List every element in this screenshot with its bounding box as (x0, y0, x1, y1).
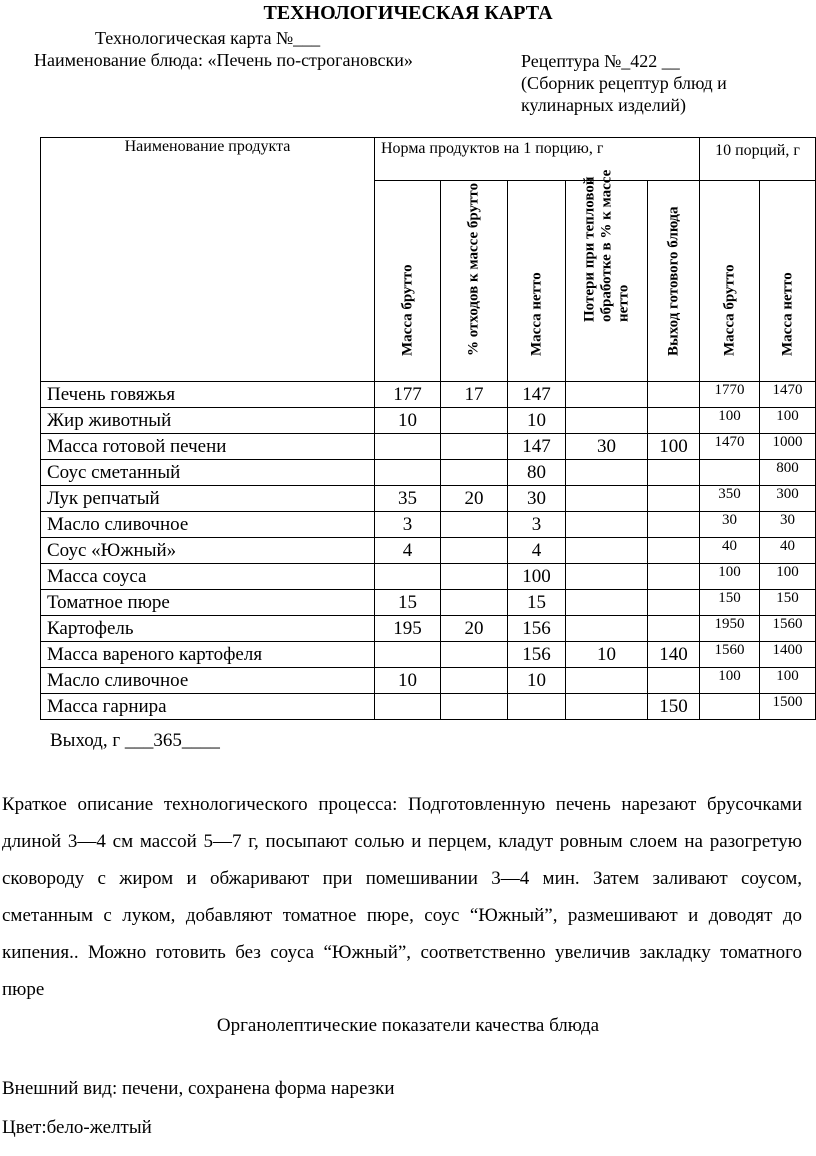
appearance: Внешний вид: печени, сохранена форма нарезки (2, 1078, 395, 1099)
product-name: Масса вареного картофеля (41, 642, 375, 668)
cell-net: 10 (508, 408, 566, 434)
cell-gross (375, 564, 441, 590)
table-row (41, 382, 816, 408)
cell-gross (375, 434, 441, 460)
organoleptic-title: Органолептические показатели качества блюда (216, 1015, 600, 1036)
table-row (41, 642, 816, 668)
table-row (41, 564, 816, 590)
cell-waste (441, 512, 508, 538)
header-net-mass: Масса нетто (508, 181, 566, 382)
cell-gross10: 40 (700, 538, 760, 564)
header-net-mass-10: Масса нетто (760, 181, 816, 382)
page-title: ТЕХНОЛОГИЧЕСКАЯ КАРТА (263, 2, 553, 24)
color: Цвет:бело-желтый (2, 1117, 152, 1138)
product-name: Масло сливочное (41, 668, 375, 694)
cell-output (648, 616, 700, 642)
cell-net10: 100 (760, 668, 816, 694)
ingredients-table (40, 137, 816, 720)
process-description: Краткое описание технологического процесса: Подготовленную печень нарезают брусочками длиной 3—4 см массой 5—7 г, посыпают солью и перцем, кладут ровным слоем на разогретую сковороду с жиром и обжаривают при помешивании 3—4 мин. Затем заливают соусом, сметанным с луком, добавляют томатное пюре, соус “Южный”, размешивают и доводят до кипения.. Можно готовить без соуса “Южный”, соответственно увеличив закладку томатного пюре (2, 794, 802, 1000)
cell-net: 10 (508, 668, 566, 694)
cell-gross: 10 (375, 668, 441, 694)
product-name: Масса гарнира (41, 694, 375, 720)
cell-net: 100 (508, 564, 566, 590)
cell-waste (441, 642, 508, 668)
cell-gross10: 350 (700, 486, 760, 512)
cell-output (648, 382, 700, 408)
cell-gross (375, 460, 441, 486)
cell-gross (375, 694, 441, 720)
cell-net: 156 (508, 642, 566, 668)
cell-loss (566, 512, 648, 538)
cell-waste (441, 668, 508, 694)
cell-loss (566, 668, 648, 694)
table-row (41, 616, 816, 642)
cell-net: 156 (508, 616, 566, 642)
cell-loss (566, 486, 648, 512)
header-heat-loss: Потери при тепловой обработке в % к массе нетто (566, 181, 648, 382)
recipe-source-line-2: кулинарных изделий) (521, 95, 686, 115)
cell-gross10: 1950 (700, 616, 760, 642)
table-row (41, 694, 816, 720)
cell-output (648, 538, 700, 564)
cell-net10: 800 (760, 460, 816, 486)
cell-gross10: 1770 (700, 382, 760, 408)
product-name: Соус сметанный (41, 460, 375, 486)
cell-net10: 1560 (760, 616, 816, 642)
cell-net10: 100 (760, 408, 816, 434)
recipe-number: Рецептура №_422 __ (521, 51, 680, 71)
cell-net10: 150 (760, 590, 816, 616)
cell-gross10 (700, 694, 760, 720)
product-name: Картофель (41, 616, 375, 642)
cell-gross10: 1470 (700, 434, 760, 460)
cell-gross (375, 642, 441, 668)
cell-output (648, 460, 700, 486)
table-row (41, 486, 816, 512)
header-gross-mass-10: Масса брутто (700, 181, 760, 382)
cell-output (648, 590, 700, 616)
cell-net10: 30 (760, 512, 816, 538)
table-row (41, 590, 816, 616)
cell-loss (566, 590, 648, 616)
cell-output (648, 408, 700, 434)
cell-loss (566, 408, 648, 434)
cell-net10: 1500 (760, 694, 816, 720)
header-ten-portions: 10 порций, г (700, 138, 816, 181)
cell-waste (441, 538, 508, 564)
header-dish-output: Выход готового блюда (648, 181, 700, 382)
cell-net: 147 (508, 434, 566, 460)
cell-waste (441, 408, 508, 434)
header-product-name: Наименование продукта (41, 138, 375, 382)
cell-gross: 3 (375, 512, 441, 538)
cell-net (508, 694, 566, 720)
cell-loss (566, 538, 648, 564)
cell-gross: 177 (375, 382, 441, 408)
cell-net10: 100 (760, 564, 816, 590)
cell-gross10: 100 (700, 668, 760, 694)
cell-output (648, 564, 700, 590)
table-row (41, 434, 816, 460)
table-row (41, 538, 816, 564)
cell-gross10: 100 (700, 408, 760, 434)
cell-output (648, 486, 700, 512)
product-name: Печень говяжья (41, 382, 375, 408)
product-name: Масса соуса (41, 564, 375, 590)
cell-gross10: 1560 (700, 642, 760, 668)
cell-loss (566, 382, 648, 408)
table-row (41, 460, 816, 486)
product-name: Масло сливочное (41, 512, 375, 538)
cell-waste (441, 564, 508, 590)
yield: Выход, г ___365____ (50, 730, 220, 751)
cell-output (648, 668, 700, 694)
cell-net10: 1000 (760, 434, 816, 460)
header-norm-per-portion: Норма продуктов на 1 порцию, г (375, 138, 700, 181)
header-waste-percent: % отходов к массе брутто (441, 181, 508, 382)
cell-gross: 195 (375, 616, 441, 642)
recipe-info (521, 50, 801, 116)
cell-gross: 15 (375, 590, 441, 616)
product-name: Масса готовой печени (41, 434, 375, 460)
cell-loss (566, 564, 648, 590)
dish-name: Наименование блюда: «Печень по-строгановски» (34, 50, 413, 70)
cell-net10: 40 (760, 538, 816, 564)
cell-gross10: 150 (700, 590, 760, 616)
cell-gross10: 30 (700, 512, 760, 538)
header-gross-mass: Масса брутто (375, 181, 441, 382)
product-name: Соус «Южный» (41, 538, 375, 564)
card-number: Технологическая карта №___ (95, 28, 321, 48)
cell-output: 150 (648, 694, 700, 720)
cell-waste: 20 (441, 616, 508, 642)
cell-net: 15 (508, 590, 566, 616)
cell-loss: 10 (566, 642, 648, 668)
cell-net: 4 (508, 538, 566, 564)
table-row (41, 668, 816, 694)
cell-gross10: 100 (700, 564, 760, 590)
cell-waste: 17 (441, 382, 508, 408)
cell-waste (441, 694, 508, 720)
cell-output: 100 (648, 434, 700, 460)
cell-net: 30 (508, 486, 566, 512)
cell-output (648, 512, 700, 538)
product-name: Жир животный (41, 408, 375, 434)
product-name: Лук репчатый (41, 486, 375, 512)
cell-net: 80 (508, 460, 566, 486)
cell-output: 140 (648, 642, 700, 668)
cell-loss (566, 460, 648, 486)
cell-loss (566, 694, 648, 720)
cell-waste: 20 (441, 486, 508, 512)
product-name: Томатное пюре (41, 590, 375, 616)
cell-net10: 300 (760, 486, 816, 512)
cell-loss (566, 616, 648, 642)
cell-net: 3 (508, 512, 566, 538)
cell-waste (441, 434, 508, 460)
table-row (41, 512, 816, 538)
cell-gross: 4 (375, 538, 441, 564)
cell-net10: 1470 (760, 382, 816, 408)
cell-net10: 1400 (760, 642, 816, 668)
cell-waste (441, 590, 508, 616)
cell-waste (441, 460, 508, 486)
cell-gross: 35 (375, 486, 441, 512)
cell-loss: 30 (566, 434, 648, 460)
cell-gross: 10 (375, 408, 441, 434)
cell-gross10 (700, 460, 760, 486)
recipe-source-line-1: (Сборник рецептур блюд и (521, 73, 727, 93)
table-row (41, 408, 816, 434)
cell-net: 147 (508, 382, 566, 408)
